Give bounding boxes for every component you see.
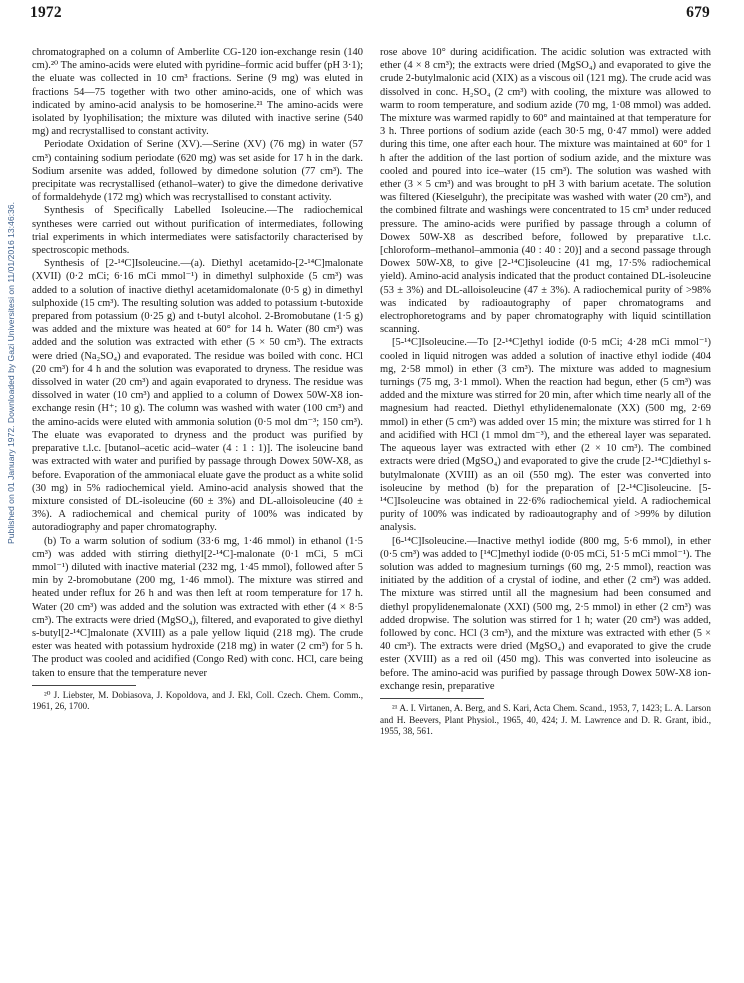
footnote-divider [380, 698, 484, 699]
download-watermark-text[interactable]: Published on 01 January 1972. Downloaded by Gazi Universitesi on 11/01/2016 13:46:36. [6, 201, 16, 544]
footnote-20: ²⁰ J. Liebster, M. Dobiasova, J. Kopoldova, and J. Ekl, Coll. Czech. Chem. Comm., 1961, 26, 1700. [32, 689, 363, 712]
paragraph: Periodate Oxidation of Serine (XV).—Serine (XV) (76 mg) in water (57 cm³) containing sodium periodate (620 mg) was set aside for 17 h in the dark. Sodium arsenite was added, followed by dimedone solution (77 cm³). The precipitate was recrystallised (ethanol–water) to give the dimedone derivative of formaldehyde (172 mg) which was recrystallised to constant activity. [32, 139, 363, 204]
year-header: 1972 [30, 4, 62, 21]
paragraph: Synthesis of Specifically Labelled Isoleucine.—The radiochemical syntheses were carried out without purification of intermediates, following trial experiments in which intermediates were satisfactorily characterised by spectroscopic methods. [32, 205, 363, 257]
paragraph: (b) To a warm solution of sodium (33·6 mg, 1·46 mmol) in ethanol (1·5 cm³) was added with stirring diethyl[2-¹⁴C]-malonate (0·1 mCi, 5 mCi mmol⁻¹) diluted with inactive material (232 mg, 1·45 mmol), followed after 5 min by 2-bromobutane (200 mg, 1·46 mmol). The mixture was stirred and heated under reflux for 26 h and was then left at room temperature for 17 h. Water (20 cm³) was added and the solution was extracted with ether (4 × 8·5 cm³). The extracts were dried (MgSO₄), filtered, and evaporated to give diethyl s-butyl[2-¹⁴C]malonate (XVIII) as a pale yellow liquid (218 mg). The crude ester was heated with potassium hydroxide (218 mg) in water (2 cm³) for 5 h. The product was cooled and acidified (Congo Red) with conc. HCl, care being taken to ensure that the temperature never [32, 535, 363, 679]
paragraph: chromatographed on a column of Amberlite CG-120 ion-exchange resin (140 cm).²⁰ The amino-acids were eluted with pyridine–formic acid buffer (pH 3·1); the eluate was collected in 10 cm³ fractions. Serine (9 mg) was eluted in fractions 54—75 together with two other amino-acids, one of which was indicated by amino-acid analysis to be homoserine.²¹ The amino-acids were isolated by lyophilisation; the mixture was diluted with inactive serine (540 mg) and recrystallised to constant activity. [32, 47, 363, 138]
paragraph: [6-¹⁴C]Isoleucine.—Inactive methyl iodide (800 mg, 5·6 mmol), in ether (0·5 cm³) was added to [¹⁴C]methyl iodide (0·05 mCi, 51·5 mCi mmol⁻¹). The solution was added to magnesium turnings (60 mg, 2·5 mmol), reaction was initiated by the addition of a crystal of iodine, and ether (2 cm³) was added. The mixture was stirred until all the magnesium had been consumed and diethyl propylidenemalonate (XXI) (500 mg, 2·5 mmol) in ether (2 cm³) was added dropwise. The solution was stirred for 1 h; water (20 cm³) was added, followed by conc. HCl (3 cm³), and the mixture was extracted with ether (5 × 40 cm³). The extracts were dried (MgSO₄) and evaporated to give the crude ester (XVIII) as a red oil (450 mg). This was converted into isoleucine as before. The amino-acid was purified by passage through Dowex 50W-X8 ion-exchange resin, preparative [380, 535, 711, 692]
left-column [32, 46, 363, 713]
paragraph: [5-¹⁴C]Isoleucine.—To [2-¹⁴C]ethyl iodide (0·5 mCi; 4·28 mCi mmol⁻¹) cooled in liquid nitrogen was added a solution of inactive ethyl iodide (404 mg, 2·58 mmol) in ether (3 cm³). The mixture was added to magnesium turnings (75 mg, 3·1 mmol). When the reaction had begun, ether (5 cm³) was added and the mixture was stirred for 20 min, after which time nearly all of the magnesium had reacted. Diethyl ethylidenemalonate (XX) (500 mg, 2·69 mmol) in ether (5 cm³) was added over 15 min; the mixture was stirred for 1 h and acidified with HCl (1 mmol dm⁻³), and the ethereal layer was separated. The aqueous layer was extracted with ether (2 × 10 cm³). The combined extracts were dried (MgSO₄) and evaporated to give the crude [2-¹⁴C]diethyl s-butylmalonate (XVIII) as an oil (550 mg). The ester was converted into isoleucine by method (b) for the preparation of [2-¹⁴C]isoleucine. [5-¹⁴C]Isoleucine was obtained in 22·6% radiochemical yield. A radiochemical purity of 100% was indicated by radioautography and of >99% by dilution analysis. [380, 337, 711, 534]
paragraph: rose above 10° during acidification. The acidic solution was extracted with ether (4 × 8 cm³); the extracts were dried (MgSO₄) and evaporated to give the crude 2-butylmalonic acid (XIX) as a viscous oil (121 mg). The crude acid was dissolved in conc. H₂SO₄ (2 cm³) with cooling, the mixture was allowed to warm to room temperature, and sodium azide (70 mg, 1·08 mmol) was added. The mixture was warmed rapidly to 60° and maintained at that temperature for 3 h. Three portions of sodium azide (each 30·5 mg, 0·47 mmol) were added during this time, one after each hour. The mixture was maintained at 60° for 1 h after the addition of the last portion of sodium azide, and the mixture was cooled and poured into ice–water (15 cm³). The solution was washed with ether (3 × 5 cm³) and was brought to pH 3 with barium acetate. The solution was filtered (Kieselguhr), the precipitate was washed with water (20 cm³), and the combined filtrate and washings were concentrated to 15 cm³ under reduced pressure. The amino-acids were purified by passage through a column of Dowex 50W-X8 as described before, followed by preparative t.l.c. [chloroform–methanol–ammonia (40 : 40 : 20)] and a second passage through Dowex 50W-X8, to give [2-¹⁴C]isoleucine (41 mg, 17·5% radiochemical yield). Amino-acid analysis indicated that the product contained DL-isoleucine (53 ± 3%) and DL-alloisoleucine (47 ± 3%). A radiochemical purity of >98% was indicated by radioautography of paper chromatograms and electrophoretograms and by paper chromatography with liquid scintillation scanning. [380, 47, 711, 336]
paragraph: Synthesis of [2-¹⁴C]Isoleucine.—(a). Diethyl acetamido-[2-¹⁴C]malonate (XVII) (0·2 mCi; 6·16 mCi mmol⁻¹) in dimethyl sulphoxide (5 cm³) was added to a solution of inactive diethyl acetamidomalonate (0·5 g) in dimethyl sulphoxide (15 cm³). The resulting solution was added to potassium t-butoxide prepared from potassium (0·25 g) and t-butyl alcohol. 2-Bromobutane (1·5 g) was added and the mixture was heated at 60° for 14 h. Water (80 cm³) was added and the solution was extracted with ether (5 × 50 cm³). The extracts were dried (Na₂SO₄) and evaporated. The residue was boiled with conc. HCl (20 cm³) for 4 h and the solution was evaporated to dryness. The residue was dissolved in water (20 cm³) and again evaporated to dryness. The residue was dissolved in water (10 cm³) and applied to a column of Dowex 50W-X8 ion-exchange resin (H⁺; 10 g). The column was washed with water (100 cm³) and the amino-acids were eluted with ammonia solution (0·5 mol dm⁻³; 150 cm³). The eluate was evaporated to dryness and the product was purified by preparative t.l.c. [butanol–acetic acid–water (4 : 1 : 1)]. The isoleucine band was extracted with water and purified by passage through Dowex 50W-X8, as before. Evaporation of the ammoniacal eluate gave the product as a white solid (30 mg) in 5% radiochemical yield. Amino-acid analysis showed that the mixture consisted of DL-isoleucine (60 ± 3%) and DL-alloisoleucine (40 ± 3%). A radiochemical and chemical purity of 100% was indicated by autoradiography and paper chromatography. [32, 258, 363, 534]
footnote-divider [32, 685, 136, 686]
right-column [380, 46, 711, 738]
download-watermark[interactable] [4, 90, 18, 655]
footnote-21: ²¹ A. I. Virtanen, A. Berg, and S. Kari, Acta Chem. Scand., 1953, 7, 1423; L. A. Larson and H. Beevers, Plant Physiol., 1965, 40, 424; J. M. Lawrence and D. R. Grant, ibid., 1955, 38, 561. [380, 702, 711, 737]
page-number: 679 [686, 4, 710, 21]
